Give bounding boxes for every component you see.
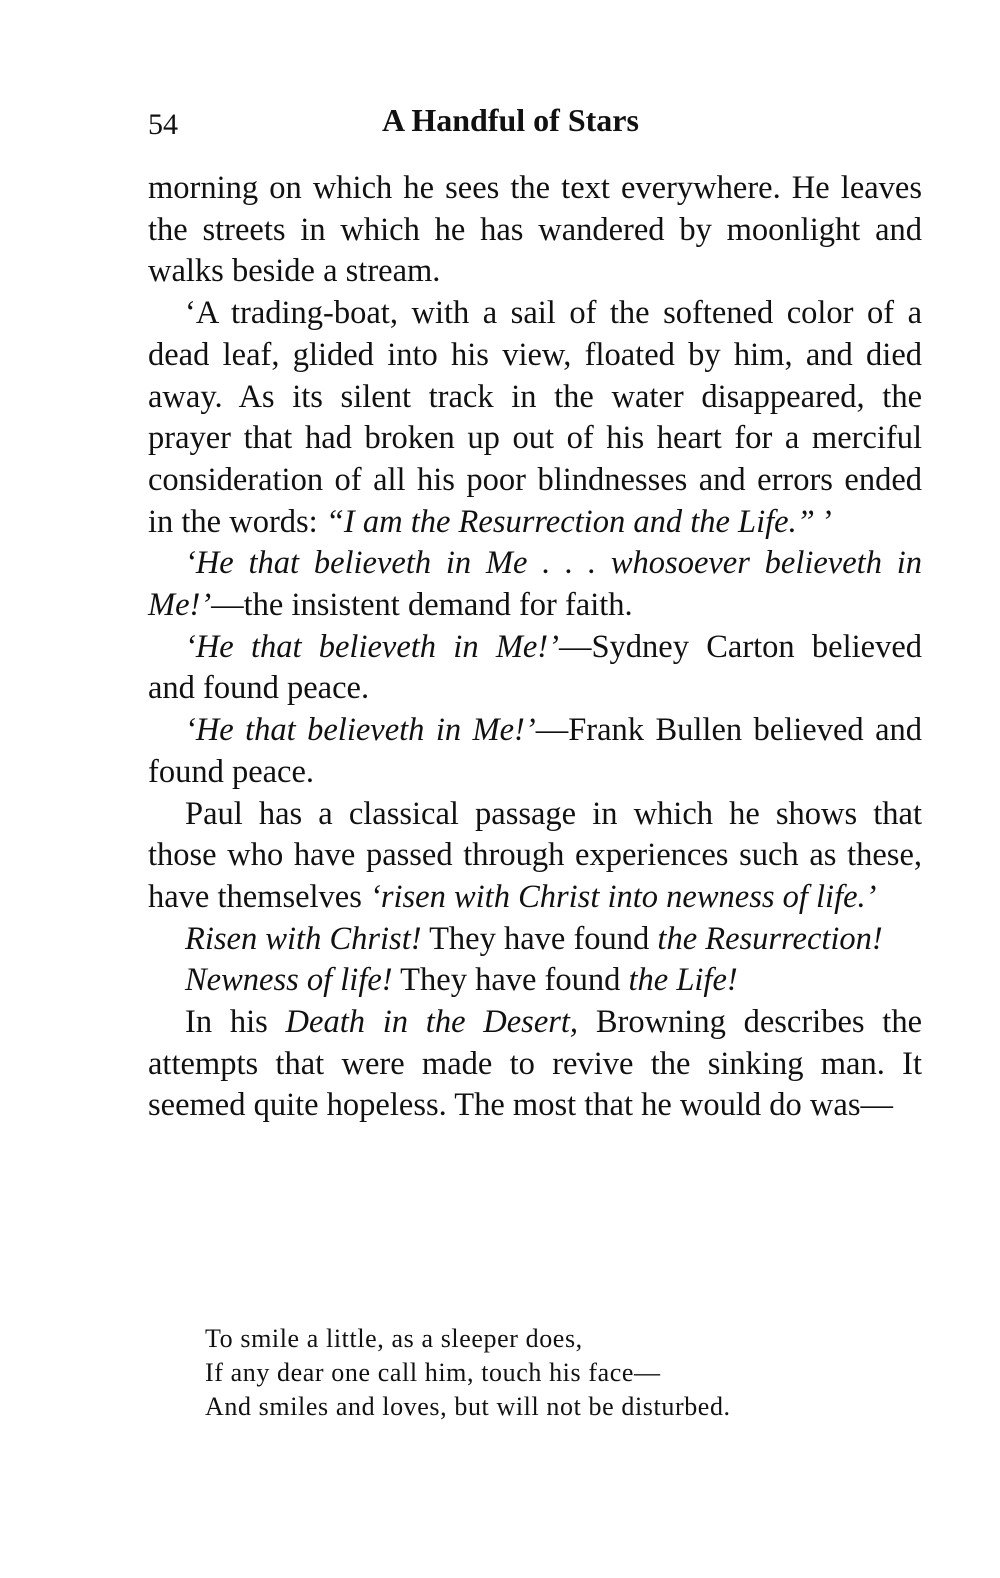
- italic-span: ‘He that believeth in Me!’: [185, 712, 536, 749]
- verse-line: And smiles and loves, but will not be disturbed.: [205, 1392, 731, 1421]
- paragraph: [148, 627, 922, 710]
- text-span: —Sydney Carton believed and found peace.: [148, 628, 922, 707]
- body-text: [148, 168, 922, 1127]
- text-span: In his: [185, 1004, 286, 1041]
- italic-span: Death in the Desert,: [285, 1004, 579, 1041]
- italic-span: the Life!: [628, 962, 738, 999]
- italic-span: “I am the Resurrection and the Life.”: [325, 503, 815, 540]
- text-span: —Frank Bullen believed and found peace.: [148, 712, 922, 790]
- text-span: morning on which he sees the text everywhere. He leaves the streets in which he has wandered by moonlight and walks beside a stream.: [148, 170, 922, 290]
- page-number: 54: [148, 108, 178, 141]
- running-title: A Handful of Stars: [382, 102, 639, 138]
- italic-span: ‘He that believeth in Me!’: [185, 628, 559, 665]
- paragraph: [148, 960, 922, 1002]
- paragraph: [148, 543, 922, 626]
- running-head: [148, 100, 922, 144]
- italic-span: the Resurrection!: [657, 920, 883, 957]
- text-span: ’: [814, 503, 834, 540]
- paragraph: [148, 710, 922, 793]
- text-span: Browning describes the attempts that were made to revive the sinking man. It seemed quite hopeless. The most that he would do was—: [148, 1004, 922, 1124]
- text-span: Paul has a classical passage in which he shows that those who have passed through experiences such as these, have themselves: [148, 795, 922, 915]
- paragraph: [148, 168, 922, 293]
- italic-span: Risen with Christ!: [185, 920, 422, 957]
- italic-span: ‘He that believeth in Me . . . whosoever believeth in Me!’: [148, 545, 922, 624]
- italic-span: ‘risen with Christ into newness of life.’: [370, 878, 877, 915]
- italic-span: Newness of life!: [185, 962, 393, 999]
- text-span: ‘A trading-boat, with a sail of the softened color of a dead leaf, glided into his view, floated by him, and died away. As its silent track in the water disappeared, the prayer that had broken up out of his heart for a merciful consideration of all his poor blindnesses and errors ended in the words:: [148, 295, 922, 540]
- verse-quotation: [205, 1322, 925, 1424]
- paragraph: [148, 1002, 922, 1127]
- paragraph: [148, 919, 922, 961]
- verse-line: To smile a little, as a sleeper does,: [205, 1324, 583, 1353]
- paragraph: [148, 794, 922, 919]
- verse-line: If any dear one call him, touch his face—: [205, 1358, 661, 1387]
- text-span: They have found: [421, 920, 658, 957]
- text-span: They have found: [392, 962, 629, 999]
- paragraph: [148, 293, 922, 543]
- text-span: —the insistent demand for faith.: [211, 587, 633, 624]
